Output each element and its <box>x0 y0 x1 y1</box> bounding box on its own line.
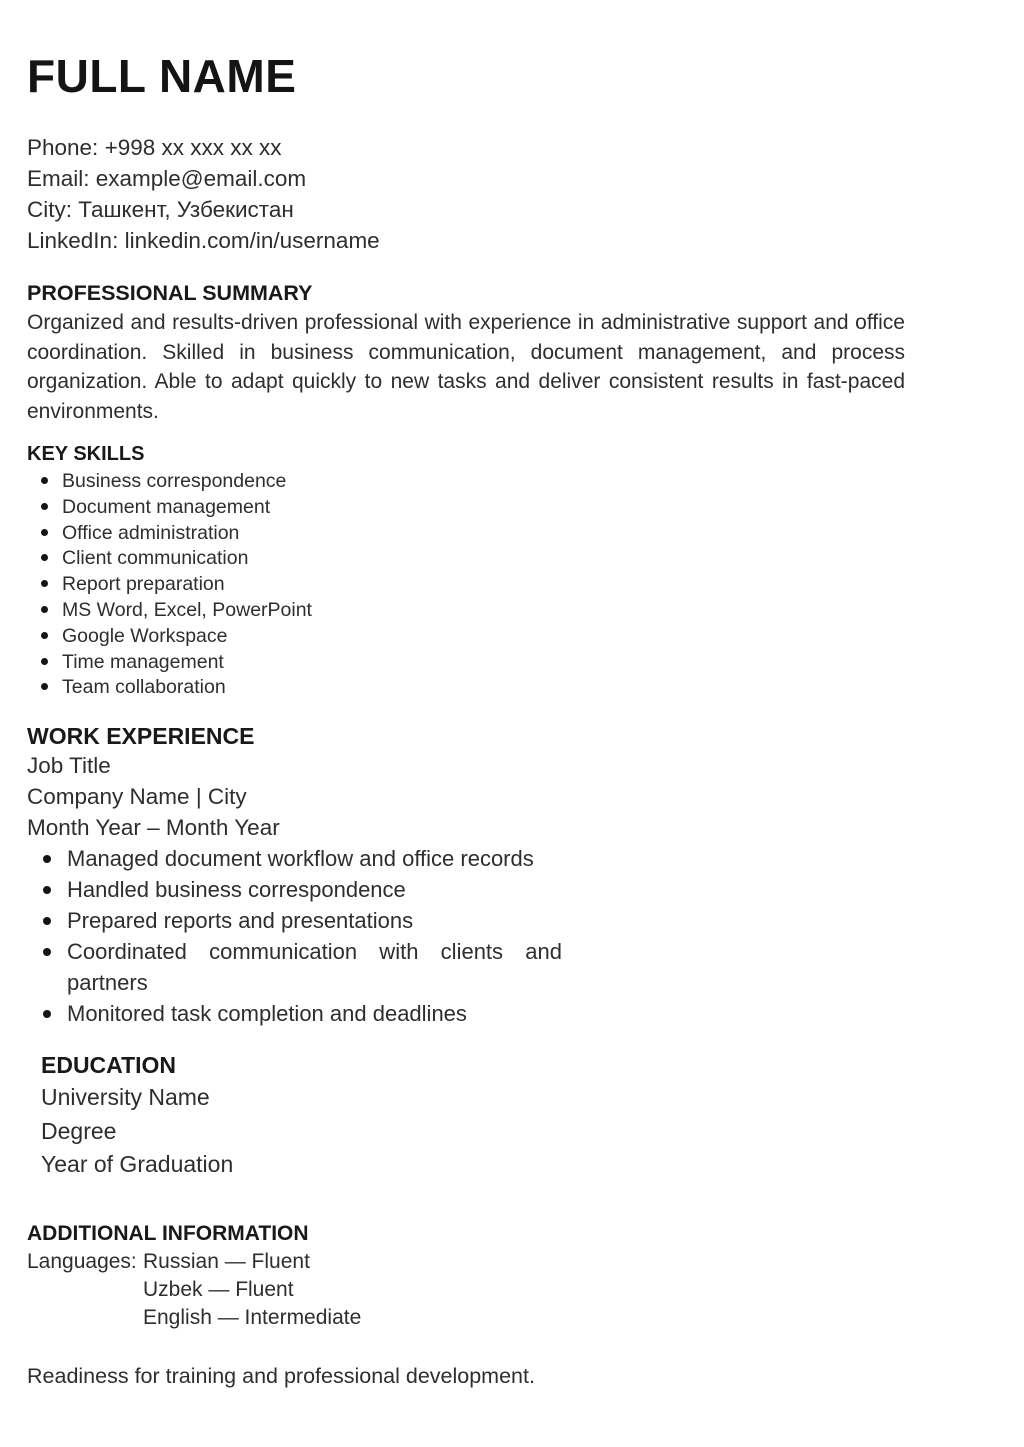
bullet-icon <box>27 998 67 1029</box>
contact-email: Email: example@email.com <box>27 166 307 191</box>
work-experience-bullet-list <box>27 843 997 1029</box>
bullet-icon <box>27 521 62 547</box>
work-bullet-text: Prepared reports and presentations <box>67 908 414 934</box>
section-professional-summary <box>27 280 997 426</box>
language-row <box>27 1304 997 1332</box>
list-item <box>27 495 997 521</box>
list-item <box>27 675 997 701</box>
languages-label: Languages: <box>27 1249 137 1273</box>
bullet-icon <box>27 874 67 905</box>
contact-city: City: Ташкент, Узбекистан <box>27 197 294 222</box>
key-skills-heading: KEY SKILLS <box>27 443 145 465</box>
list-item <box>27 998 997 1029</box>
skill-text: MS Word, Excel, PowerPoint <box>62 598 312 621</box>
skill-text: Business correspondence <box>62 470 287 492</box>
graduation-year: Year of Graduation <box>41 1151 234 1178</box>
bullet-icon <box>27 624 62 650</box>
additional-information-heading: ADDITIONAL INFORMATION <box>27 1221 309 1245</box>
job-title: Job Title <box>27 753 111 779</box>
list-item <box>27 546 997 572</box>
skill-text: Team collaboration <box>62 676 226 699</box>
bullet-icon <box>27 905 67 936</box>
list-item <box>27 624 997 650</box>
language-value: English — Intermediate <box>143 1305 362 1329</box>
bullet-icon <box>27 495 62 521</box>
list-item <box>27 469 997 495</box>
skill-text: Time management <box>62 650 224 673</box>
bullet-icon <box>27 598 62 624</box>
company-name-city: Company Name | City <box>27 783 247 809</box>
bullet-icon <box>27 546 62 572</box>
language-value: Uzbek — Fluent <box>143 1277 294 1301</box>
language-row <box>27 1276 997 1304</box>
work-bullet-text: Monitored task completion and deadlines <box>67 1001 467 1027</box>
list-item <box>27 598 997 624</box>
list-item <box>27 905 997 936</box>
professional-summary-text: Organized and results-driven professional with experience in administrative support and office coordination. Skilled in business communication, document management, and process organization. Able to adapt quickly to new tasks and deliver consistent results in fast-paced environments. <box>27 311 905 423</box>
list-item <box>27 843 997 874</box>
education-heading: EDUCATION <box>41 1052 177 1079</box>
contact-block <box>27 132 997 256</box>
skill-text: Document management <box>62 495 271 518</box>
contact-linkedin: LinkedIn: linkedin.com/in/username <box>27 228 380 253</box>
full-name-heading: FULL NAME <box>27 50 297 102</box>
work-bullet-text: Managed document workflow and office records <box>67 846 534 872</box>
language-row <box>27 1248 997 1276</box>
list-item <box>27 650 997 676</box>
list-item <box>27 874 997 905</box>
contact-phone: Phone: +998 xx xxx xx xx <box>27 135 282 160</box>
bullet-icon <box>27 572 62 598</box>
work-experience-heading: WORK EXPERIENCE <box>27 723 255 750</box>
language-value: Russian — Fluent <box>143 1249 310 1273</box>
work-bullet-text: Handled business correspondence <box>67 877 406 903</box>
readiness-note: Readiness for training and professional development. <box>27 1363 535 1388</box>
section-work-experience <box>27 721 997 1029</box>
list-item <box>27 936 997 998</box>
skill-text: Office administration <box>62 521 240 544</box>
degree: Degree <box>41 1117 117 1144</box>
employment-dates: Month Year – Month Year <box>27 814 280 840</box>
bullet-icon <box>27 469 62 495</box>
university-name: University Name <box>41 1084 210 1111</box>
skill-text: Google Workspace <box>62 624 228 647</box>
bullet-icon <box>27 650 62 676</box>
bullet-icon <box>27 936 67 967</box>
professional-summary-heading: PROFESSIONAL SUMMARY <box>27 281 313 305</box>
skill-text: Client communication <box>62 547 249 570</box>
section-additional-information <box>27 1220 997 1332</box>
work-bullet-text: Coordinated communication with clients and partners <box>67 939 562 996</box>
list-item <box>27 572 997 598</box>
section-key-skills <box>27 442 997 701</box>
bullet-icon <box>27 675 62 701</box>
bullet-icon <box>27 843 67 874</box>
section-education <box>41 1049 997 1182</box>
key-skills-list <box>27 469 997 701</box>
skill-text: Report preparation <box>62 573 225 596</box>
list-item <box>27 521 997 547</box>
